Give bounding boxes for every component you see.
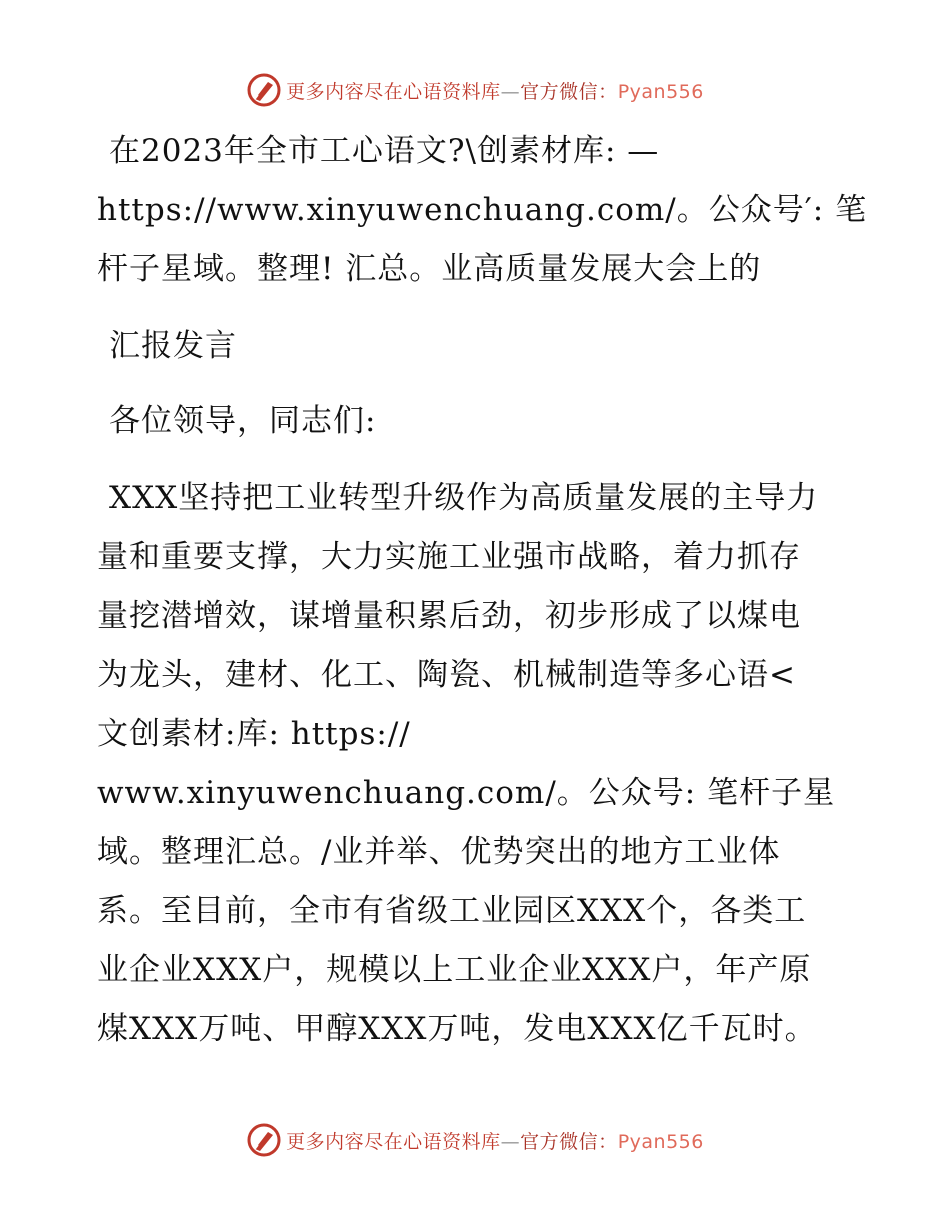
body-line: 文创素材:库: https://: [97, 716, 411, 752]
banner-main-text: 更多内容尽在心语资料库: [286, 80, 501, 103]
banner-dash: —: [500, 80, 521, 103]
banner-dash: —: [500, 1130, 521, 1153]
banner-caption: [286, 1127, 704, 1154]
body-line: 量挖潜增效，谋增量积累后劲，初步形成了以煤电: [97, 598, 801, 634]
quill-logo-icon: [246, 1122, 282, 1158]
body-line: 业企业XXX户，规模以上工业企业XXX户，年产原: [97, 952, 812, 988]
title-line-1: 在2023年全市工心语文?\创素材库: —: [109, 133, 660, 169]
banner-wechat-label: 官方微信：: [520, 80, 618, 103]
body-line: www.xinyuwenchuang.com/。公众号: 笔杆子星: [97, 775, 836, 811]
banner-caption: [286, 77, 704, 104]
body-line: 为龙头，建材、化工、陶瓷、机械制造等多心语<: [97, 657, 796, 693]
document-body: [97, 122, 868, 1059]
footer-banner: [0, 1120, 950, 1160]
banner-wechat-id: Pyan556: [617, 1130, 704, 1153]
body-line: 系。至目前，全市有省级工业园区XXX个，各类工: [97, 893, 807, 929]
title-line-2: https://www.xinyuwenchuang.com/。公众号′: 笔: [97, 192, 868, 228]
title-line-3: 杆子星域。整理! 汇总。业高质量发展大会上的: [97, 251, 762, 287]
body-paragraph: [97, 469, 857, 1059]
banner-wechat-label: 官方微信：: [520, 1130, 618, 1153]
banner-wechat-id: Pyan556: [617, 80, 704, 103]
header-banner: [0, 70, 950, 110]
quill-logo-icon: [246, 72, 282, 108]
body-line: XXX坚持把工业转型升级作为高质量发展的主导力: [109, 480, 819, 516]
body-line: 量和重要支撑，大力实施工业强市战略，着力抓存: [97, 539, 801, 575]
subtitle: 汇报发言: [109, 328, 237, 364]
salutation: 各位领导，同志们:: [109, 403, 377, 439]
banner-main-text: 更多内容尽在心语资料库: [286, 1130, 501, 1153]
body-line: 域。整理汇总。/业并举、优势突出的地方工业体: [97, 834, 781, 870]
body-line: 煤XXX万吨、甲醇XXX万吨，发电XXX亿千瓦时。: [97, 1011, 817, 1047]
